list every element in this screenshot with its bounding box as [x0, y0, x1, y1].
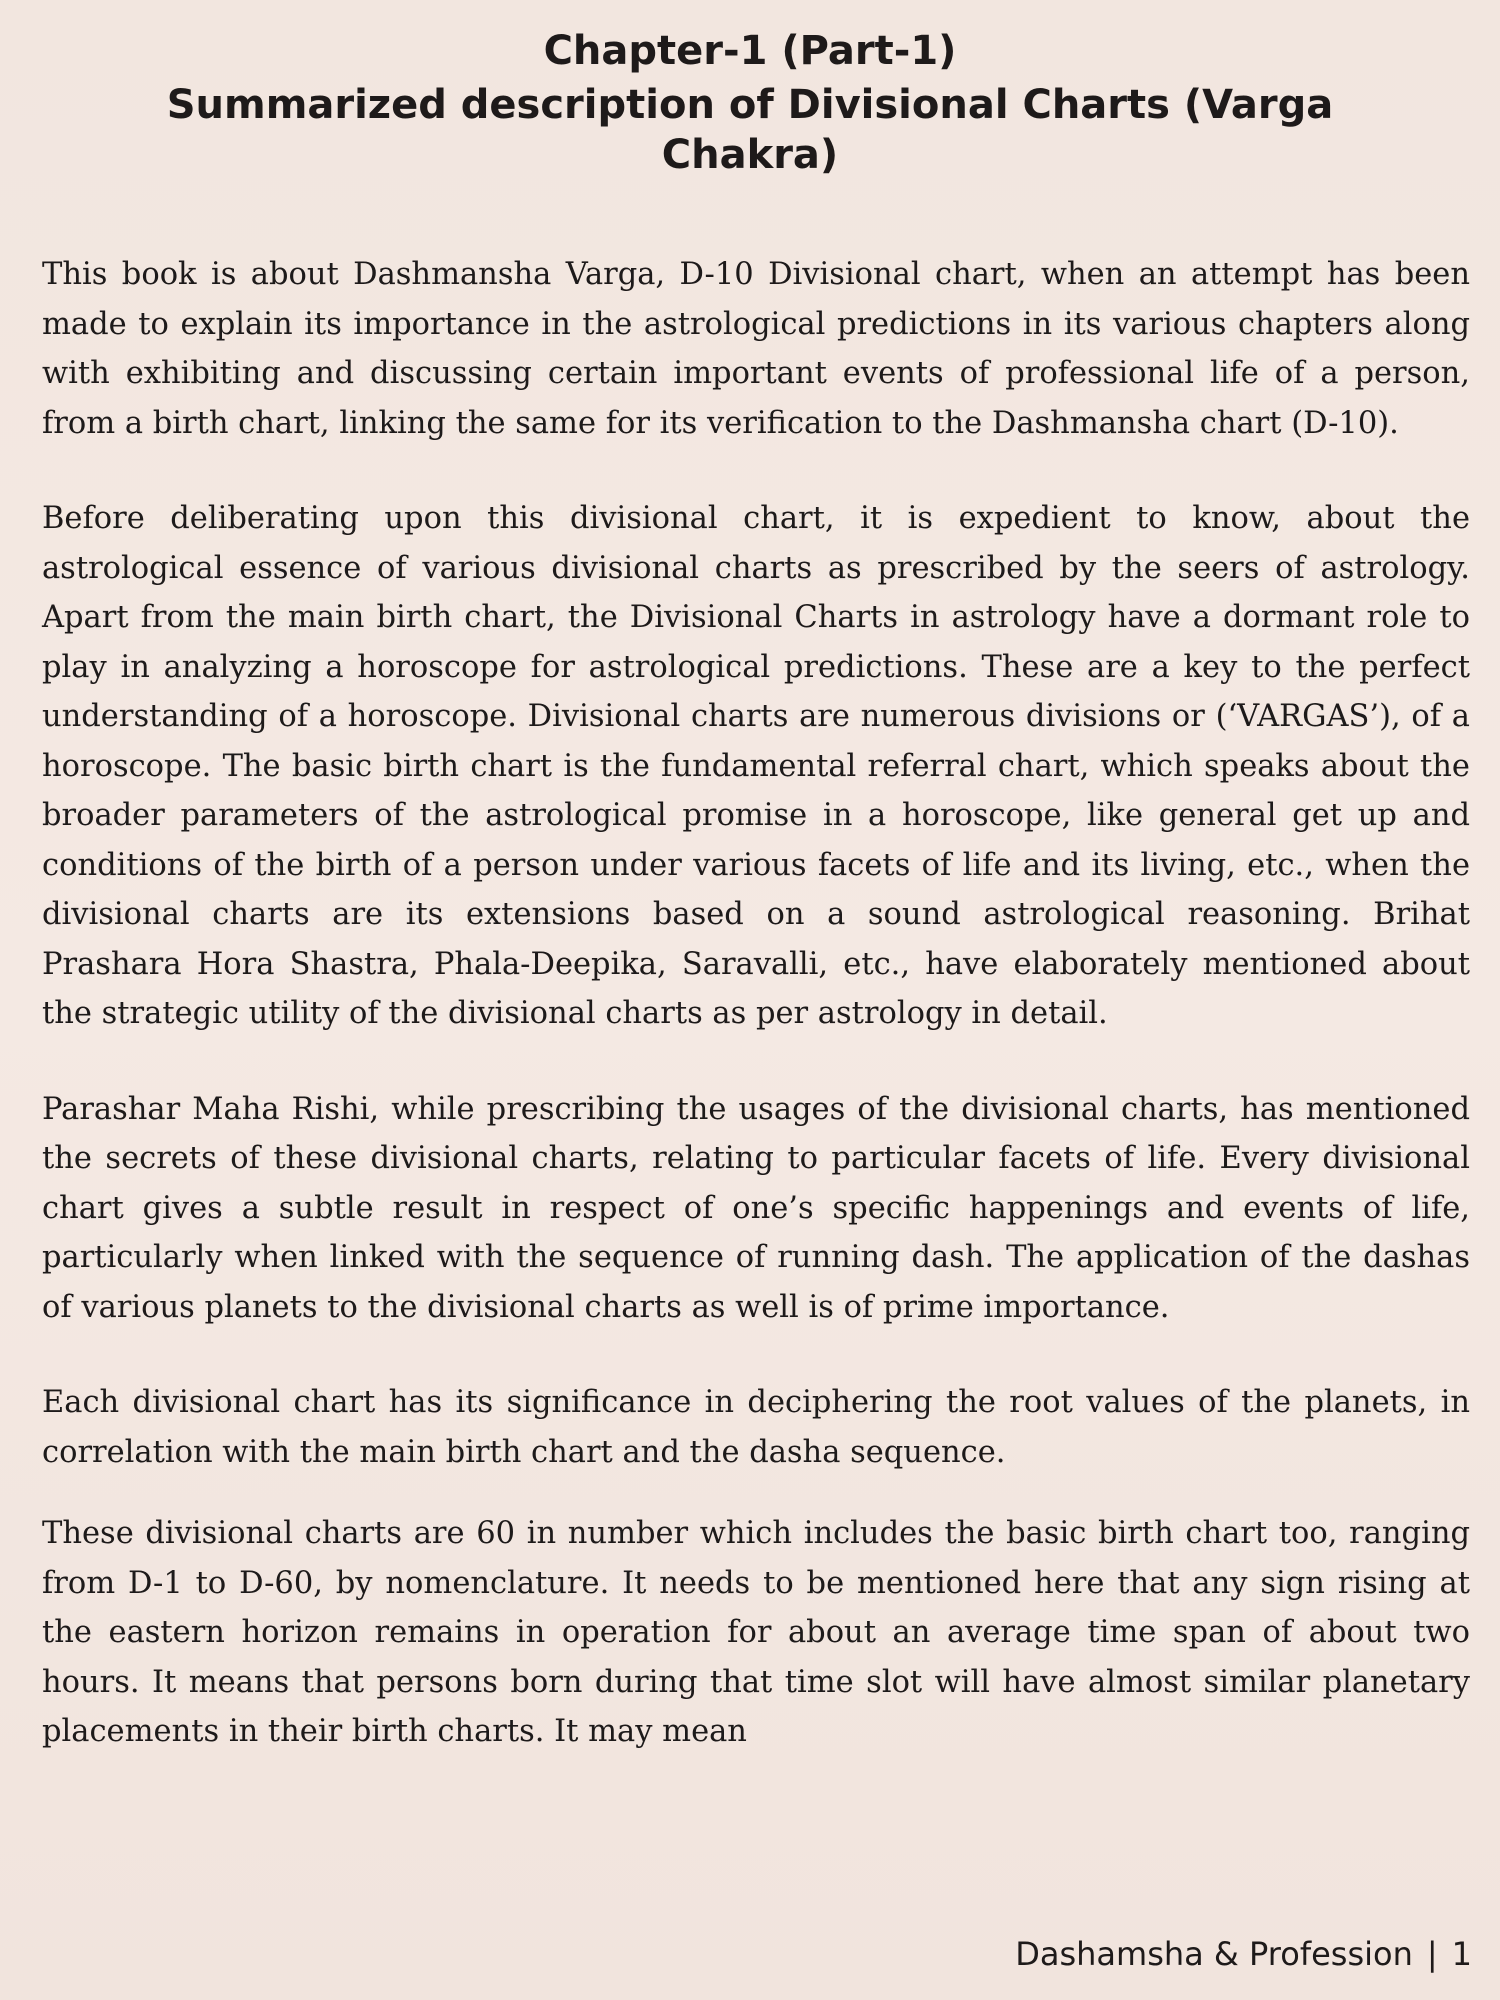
page-footer — [1015, 1935, 1472, 1973]
chapter-heading: Chapter-1 (Part-1) — [543, 28, 957, 74]
chapter-title: Summarized description of Divisional Charts (Varga Chakra) — [166, 82, 1334, 178]
footer-separator: | — [1426, 1935, 1438, 1973]
page-number: 1 — [1451, 1935, 1472, 1973]
paragraph: Parashar Maha Rishi, while prescribing the usages of the divisional charts, has mentioned the secrets of these divisional charts, relating to particular facets of life. Every divisional chart gives a subtle result in respect of one’s specific happenings and events of life, particularly when linked with the sequence of running dash. The application of the dashas of various planets to the divisional charts as well is of prime importance. — [42, 1091, 1470, 1325]
paragraph: This book is about Dashmansha Varga, D-10 Divisional chart, when an attempt has been made to explain its importance in the astrological predictions in its various chapters along with exhibiting and discussing certain important events of professional life of a person, from a birth chart, linking the same for its verification to the Dashmansha chart (D-10). — [42, 257, 1470, 441]
paragraph: Each divisional chart has its significance in deciphering the root values of the planets, in correlation with the main birth chart and the dasha sequence. — [42, 1385, 1470, 1470]
body-text — [42, 250, 1470, 1803]
paragraph: These divisional charts are 60 in number which includes the basic birth chart too, ranging from D-1 to D-60, by nomenclature. It needs to be mentioned here that any sign rising at the eastern horizon remains in operation for about an average time span of about two hours. It means that persons born during that time slot will have almost similar planetary placements in their birth charts. It may mean — [42, 1516, 1470, 1749]
footer-book-title: Dashamsha & Profession — [1015, 1935, 1413, 1973]
paragraph: Before deliberating upon this divisional chart, it is expedient to know, about the astrological essence of various divisional charts as prescribed by the seers of astrology. Apart from the main birth chart, the Divisional Charts in astrology have a dormant role to play in analyzing a horoscope for astrological predictions. These are a key to the perfect understanding of a horoscope. Divisional charts are numerous divisions or (‘VARGAS’), of a horoscope. The basic birth chart is the fundamental referral chart, which speaks about the broader parameters of the astrological promise in a horoscope, like general get up and conditions of the birth of a person under various facets of life and its living, etc., when the divisional charts are its extensions based on a sound astrological reasoning. Brihat Prashara Hora Shastra, Phala-Deepika, Saravalli, etc., have elaborately mentioned about the strategic utility of the divisional charts as per astrology in detail. — [42, 501, 1470, 1031]
